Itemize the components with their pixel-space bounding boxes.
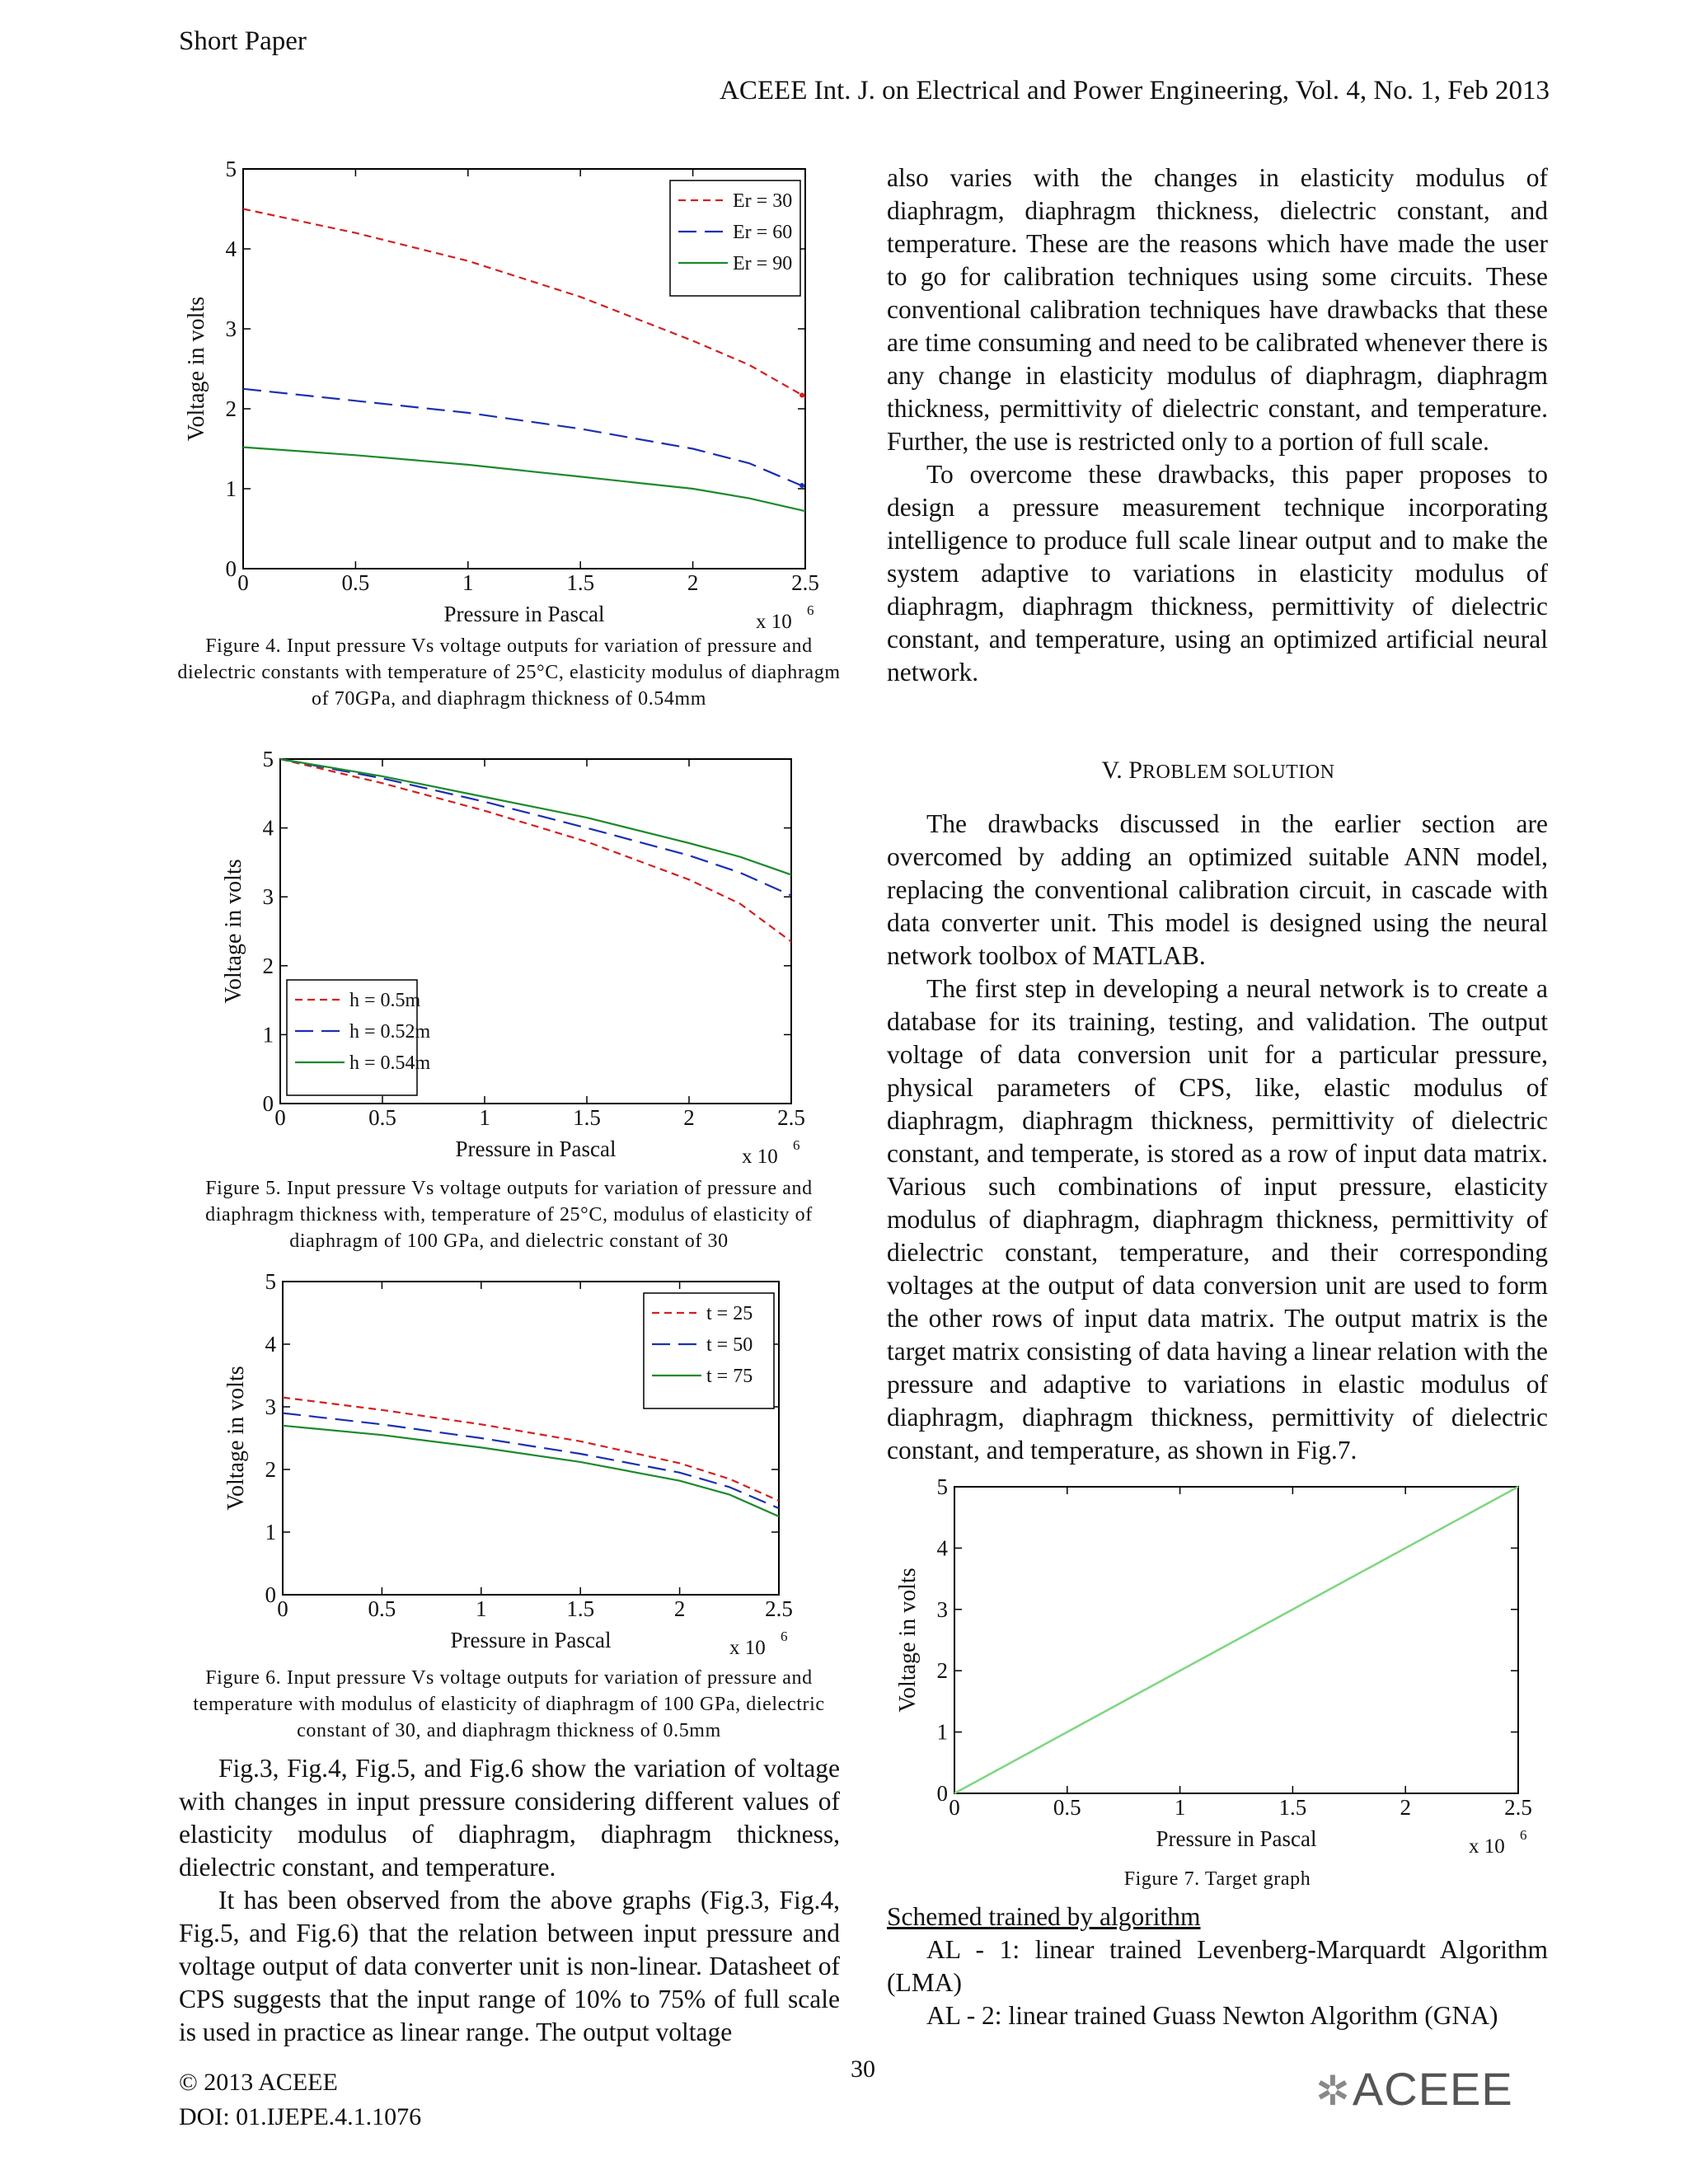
x-tick-label: 0	[274, 1105, 286, 1130]
section-title: ROBLEM SOLUTION	[1142, 762, 1335, 783]
x-tick-label: 0.5	[368, 1105, 396, 1130]
x-tick-label: 1.5	[566, 570, 595, 595]
x-tick-label: 1.5	[573, 1105, 601, 1130]
x-tick-label: 0.5	[368, 1596, 396, 1621]
x-tick-label: 2.5	[791, 570, 819, 595]
y-tick-label: 2	[262, 953, 274, 978]
paragraph: To overcome these drawbacks, this paper proposes to design a pressure measurement technique incorporating intelligence to produce full scale linear output and to make the system adaptive to variations in elasticity modulus of diaphragm, diaphragm thickness, permittivity of dielectric constant, and temperature, using an optimized artificial neural network.	[887, 460, 1548, 687]
x-tick-label: 0	[237, 570, 249, 595]
footer-left	[179, 2065, 421, 2135]
header-left: Short Paper	[179, 26, 307, 56]
figure-5-caption: Figure 5. Input pressure Vs voltage outputs for variation of pressure and diaphragm thickness with, temperature of 25°C, modulus of elasticity of diaphragm of 100 GPa, and dielectric constant of 30	[205, 1178, 813, 1252]
paragraph: It has been observed from the above graphs (Fig.3, Fig.4, Fig.5, and Fig.6) that the relation between input pressure and voltage output of data converter unit is non-linear. Datasheet of CPS suggests that the input range of 10% to 75% of full scale is used in practice as linear range. The output voltage	[179, 1886, 840, 2046]
header-journal: ACEEE Int. J. on Electrical and Power Engineering, Vol. 4, No. 1, Feb 2013	[720, 76, 1550, 105]
y-tick-label: 3	[262, 884, 274, 910]
x-tick-label: 1.5	[566, 1596, 595, 1621]
x-axis-label: Pressure in Pascal	[1156, 1826, 1317, 1851]
figure-6-chart	[210, 1269, 837, 1661]
left-text	[179, 1752, 840, 2049]
y-tick-label: 4	[936, 1535, 948, 1561]
figure-4-chart	[177, 157, 837, 633]
section-heading	[889, 757, 1548, 785]
algo-heading: Schemed trained by algorithm	[887, 1902, 1201, 1931]
copyright: © 2013 ACEEE	[179, 2069, 338, 2096]
y-axis-label: Voltage in volts	[895, 1568, 921, 1713]
y-axis-label: Voltage in volts	[221, 859, 246, 1004]
x-multiplier: x 10	[742, 1146, 778, 1168]
legend-label: Er = 30	[733, 190, 793, 212]
x-tick-label: 2	[673, 1596, 686, 1621]
y-tick-label: 2	[936, 1658, 948, 1684]
y-tick-label: 5	[936, 1474, 948, 1499]
algo-item: AL - 1: linear trained Levenberg-Marquardt Algorithm (LMA)	[887, 1935, 1548, 1997]
y-tick-label: 4	[265, 1332, 276, 1357]
y-tick-label: 0	[936, 1781, 948, 1806]
right-text-top	[887, 162, 1548, 689]
x-multiplier: x 10	[756, 611, 792, 633]
x-tick-label: 0	[277, 1596, 288, 1621]
doi: DOI: 01.IJEPE.4.1.1076	[179, 2103, 422, 2130]
y-tick-label: 3	[225, 316, 237, 341]
figure-5-chart	[210, 746, 837, 1176]
x-tick-label: 1	[476, 1596, 487, 1621]
figure-7-chart	[894, 1475, 1554, 1871]
y-tick-label: 5	[262, 747, 274, 771]
x-multiplier-exponent: 6	[1520, 1827, 1527, 1843]
x-tick-label: 2	[687, 570, 699, 595]
y-tick-label: 4	[225, 237, 237, 261]
x-tick-label: 2.5	[777, 1105, 805, 1130]
x-tick-label: 0	[949, 1795, 960, 1820]
y-tick-label: 1	[262, 1022, 274, 1047]
paragraph: also varies with the changes in elasticity modulus of diaphragm, diaphragm thickness, dielectric constant, and temperature. These are the reasons which have made the user to go for calibration techniques using some circuits. These conventional calibration techniques have drawbacks that these are time consuming and need to be calibrated whenever there is any change in elasticity modulus of diaphragm, diaphragm thickness, permittivity of dielectric constant, and temperature. Further, the use is restricted only to a portion of full scale.	[887, 163, 1548, 456]
legend-label: t = 75	[706, 1366, 753, 1387]
logo-text: ACEEE	[1352, 2063, 1513, 2115]
legend-label: h = 0.54m	[349, 1052, 431, 1074]
x-tick-label: 1	[462, 570, 474, 595]
y-tick-label: 4	[262, 815, 274, 841]
x-multiplier-exponent: 6	[793, 1137, 800, 1153]
x-tick-label: 0.5	[1053, 1795, 1081, 1820]
x-multiplier: x 10	[729, 1637, 766, 1659]
y-tick-label: 5	[225, 157, 237, 181]
figure-4-caption: Figure 4. Input pressure Vs voltage outputs for variation of pressure and dielectric constants with temperature of 25°C, elasticity modulus of diaphragm of 70GPa, and diaphragm thickness of 0.54mm	[177, 635, 841, 710]
y-tick-label: 1	[225, 476, 237, 501]
legend-label: h = 0.52m	[349, 1021, 431, 1043]
x-tick-label: 2	[1400, 1795, 1411, 1820]
x-multiplier: x 10	[1469, 1835, 1505, 1858]
x-tick-label: 2.5	[765, 1596, 793, 1621]
y-tick-label: 3	[936, 1596, 948, 1622]
page-number: 30	[851, 2055, 875, 2083]
star-icon: ✲	[1315, 2068, 1351, 2114]
aceee-logo	[1315, 2062, 1513, 2116]
x-tick-label: 2.5	[1504, 1795, 1532, 1820]
legend-label: h = 0.5m	[349, 990, 421, 1011]
y-tick-label: 5	[265, 1269, 276, 1294]
figure-7-caption: Figure 7. Target graph	[1123, 1868, 1311, 1890]
y-tick-label: 0	[225, 556, 237, 581]
algo-item: AL - 2: linear trained Guass Newton Algorithm (GNA)	[926, 2001, 1498, 2030]
series-marker	[799, 392, 804, 397]
paragraph: Fig.3, Fig.4, Fig.5, and Fig.6 show the variation of voltage with changes in input pressure considering different values of elasticity modulus of diaphragm, diaphragm thickness, dielectric constant, and temperature.	[179, 1754, 840, 1882]
x-multiplier-exponent: 6	[781, 1629, 788, 1644]
y-tick-label: 1	[265, 1520, 276, 1544]
y-axis-label: Voltage in volts	[184, 296, 209, 442]
section-number: V. P	[1101, 757, 1142, 784]
y-tick-label: 0	[265, 1582, 276, 1607]
x-axis-label: Pressure in Pascal	[450, 1628, 612, 1652]
legend-label: Er = 60	[733, 222, 793, 243]
x-multiplier-exponent: 6	[807, 602, 814, 618]
y-tick-label: 1	[936, 1719, 948, 1745]
x-tick-label: 1	[479, 1105, 490, 1130]
y-tick-label: 2	[225, 396, 237, 421]
x-tick-label: 1.5	[1278, 1795, 1307, 1820]
paragraph: The first step in developing a neural network is to create a database for its training, testing, and validation. The output voltage of data conversion unit for a particular pressure, physical parameters of CPS, like, elastic modulus of diaphragm, diaphragm thickness, permittivity of dielectric constant, and temperate, is stored as a row of input data matrix. Various such combinations of input pressure, elasticity modulus of diaphragm, diaphragm thickness, permittivity of dielectric constant, temperature, and their corresponding voltages at the output of data conversion unit are used to form the other rows of input data matrix. The output matrix is the target matrix consisting of data having a linear relation with the pressure and adaptive to variations in elastic modulus of diaphragm, diaphragm thickness, permittivity of dielectric constant, and temperature, as shown in Fig.7.	[887, 974, 1548, 1465]
series-marker	[799, 483, 804, 488]
x-tick-label: 0.5	[341, 570, 370, 595]
x-axis-label: Pressure in Pascal	[443, 602, 605, 626]
y-axis-label: Voltage in volts	[223, 1366, 249, 1511]
x-tick-label: 2	[683, 1105, 695, 1130]
y-tick-label: 2	[265, 1457, 276, 1482]
legend-label: t = 25	[706, 1303, 753, 1324]
x-axis-label: Pressure in Pascal	[455, 1137, 617, 1161]
right-text-bottom	[887, 1900, 1548, 2032]
figure-6-caption: Figure 6. Input pressure Vs voltage outputs for variation of pressure and temperature with modulus of elasticity of diaphragm of 100 GPa, dielectric constant of 30, and diaphragm thickness of 0.5mm	[193, 1667, 825, 1741]
paragraph: The drawbacks discussed in the earlier section are overcomed by adding an optimized suitable ANN model, replacing the conventional calibration circuit, in cascade with data converter unit. This model is designed using the neural network toolbox of MATLAB.	[887, 809, 1548, 970]
x-tick-label: 1	[1174, 1795, 1186, 1820]
legend-label: t = 50	[706, 1334, 753, 1356]
y-tick-label: 3	[265, 1394, 276, 1419]
y-tick-label: 0	[262, 1091, 274, 1116]
legend-label: Er = 90	[733, 253, 793, 274]
right-text-mid	[887, 808, 1548, 1467]
